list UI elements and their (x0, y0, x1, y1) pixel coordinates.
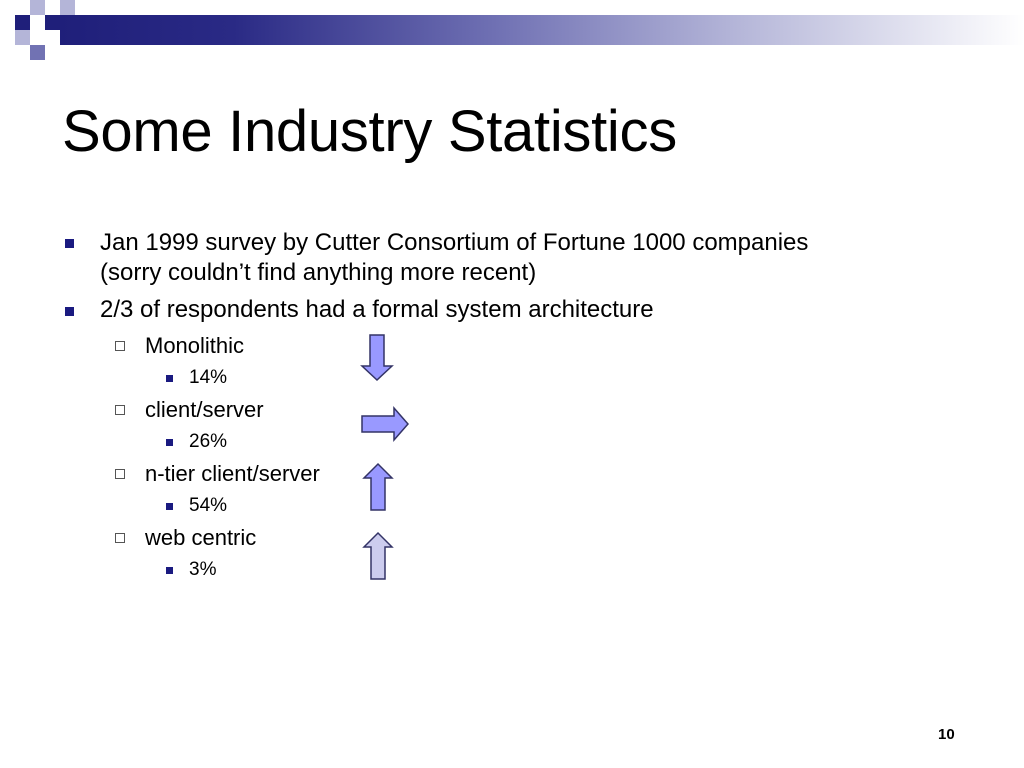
arrow-up-icon (362, 531, 394, 581)
slide-title: Some Industry Statistics (62, 99, 677, 164)
sub-sub-bullet-marker (166, 567, 173, 574)
sub-sub-bullet-marker (166, 439, 173, 446)
header-decor-square (45, 30, 60, 45)
sub-bullet-marker (115, 405, 125, 415)
bullet-marker (65, 239, 74, 248)
arrow-down-icon (360, 334, 394, 382)
header-decor-square (30, 0, 45, 15)
bullet-survey (100, 228, 808, 288)
sub-sub-bullet-marker (166, 503, 173, 510)
header-decor-square (60, 0, 75, 15)
header-decor-square (15, 30, 30, 45)
header-decor-square (15, 15, 30, 30)
header-gradient-band (60, 15, 1024, 45)
architecture-name: web centric (145, 525, 257, 550)
sub-bullet-marker (115, 341, 125, 351)
architecture-percent: 14% (189, 367, 228, 388)
architecture-percent: 3% (189, 559, 217, 580)
architecture-name: Monolithic (145, 333, 245, 358)
sub-bullet-marker (115, 469, 125, 479)
architecture-name: client/server (145, 397, 264, 422)
arrow-up-icon (362, 462, 394, 512)
bullet-marker (65, 307, 74, 316)
sub-bullet-marker (115, 533, 125, 543)
bullet-survey-line-2: (sorry couldn’t find anything more recent) (100, 259, 537, 286)
bullet-survey-line-1: Jan 1999 survey by Cutter Consortium of Fortune 1000 companies (100, 229, 809, 256)
bullet-architecture: 2/3 of respondents had a formal system architecture (100, 296, 654, 323)
architecture-percent: 26% (189, 431, 228, 452)
arrow-right-icon (360, 406, 410, 442)
architecture-name: n-tier client/server (145, 461, 320, 486)
architecture-percent: 54% (189, 495, 228, 516)
header-decor-square (45, 15, 60, 30)
page-number: 10 (938, 726, 955, 743)
header-decor-square (30, 45, 45, 60)
sub-sub-bullet-marker (166, 375, 173, 382)
